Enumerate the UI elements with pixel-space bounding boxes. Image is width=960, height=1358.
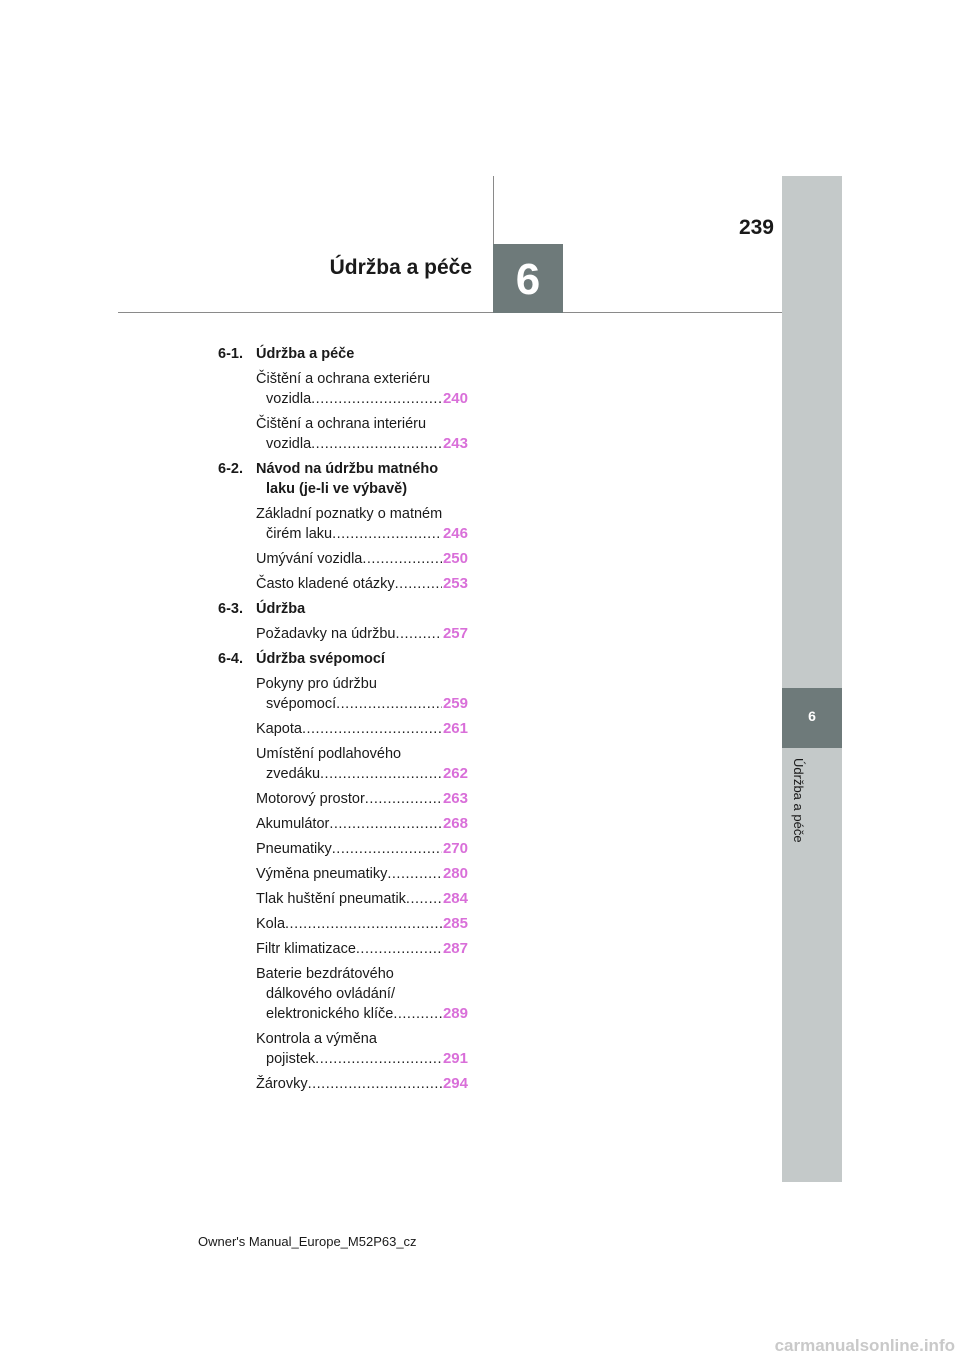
toc-leader-dots (365, 789, 442, 809)
toc-entry[interactable] (218, 939, 468, 959)
toc-entry[interactable] (218, 864, 468, 884)
toc-entry-text: Filtr klimatizace (256, 941, 356, 957)
toc-page-link[interactable]: 284 (442, 890, 468, 907)
toc-entry-last-line (256, 549, 468, 569)
header-vertical-divider (493, 176, 494, 246)
page-number: 239 (738, 216, 774, 239)
toc-section-heading (218, 649, 468, 669)
toc-entry-text-line: dálkového ovládání/ (266, 986, 395, 1002)
toc-entry-last-line (256, 814, 468, 834)
toc-page-link[interactable]: 259 (442, 695, 468, 712)
toc-page-link[interactable]: 250 (442, 550, 468, 567)
toc-leader-dots (320, 764, 442, 784)
toc-leader-dots (332, 839, 442, 859)
toc-entry[interactable] (218, 574, 468, 594)
toc-section (218, 649, 468, 1094)
toc-entry[interactable] (218, 914, 468, 934)
toc-entry-last-line (256, 789, 468, 809)
toc-entry-last-line (256, 889, 468, 909)
side-chapter-title: Údržba a péče (791, 758, 806, 843)
side-chapter-number: 6 (808, 708, 816, 724)
toc-entry-text: Kola (256, 916, 286, 932)
toc-page-link[interactable]: 261 (442, 720, 468, 737)
toc-section (218, 459, 468, 594)
toc-entry-last-line (256, 939, 468, 959)
toc-entry-text: elektronického klíče (266, 1006, 394, 1022)
toc-entry[interactable] (218, 964, 468, 1024)
toc-entry-text: vozidla (266, 436, 312, 452)
toc-entry-last-line (256, 524, 468, 544)
toc-entry[interactable] (218, 814, 468, 834)
toc-page-link[interactable]: 257 (442, 625, 468, 642)
toc-leader-dots (308, 1074, 442, 1094)
toc-entry-text-line: Umístění podlahového (256, 746, 402, 762)
header-horizontal-divider (118, 312, 782, 313)
toc-leader-dots (285, 914, 442, 934)
toc-entry-last-line (256, 1074, 468, 1094)
chapter-number: 6 (515, 255, 541, 304)
toc-leader-dots (395, 574, 442, 594)
toc-page-link[interactable]: 268 (442, 815, 468, 832)
chapter-title: Údržba a péče (329, 256, 472, 279)
toc-entry[interactable] (218, 674, 468, 714)
toc-entry-text-line: Baterie bezdrátového (256, 966, 394, 982)
toc-entry-last-line (256, 719, 468, 739)
toc-entry-text: Kapota (256, 721, 302, 737)
toc-entry-text: Pneumatiky (256, 841, 332, 857)
toc-entry-last-line (256, 914, 468, 934)
toc-entry-last-line (256, 764, 468, 784)
toc-entry-text: vozidla (266, 391, 312, 407)
toc-leader-dots (302, 719, 442, 739)
toc-entry-text: Často kladené otázky (256, 576, 395, 592)
toc-leader-dots (332, 524, 442, 544)
toc-entry-text: svépomocí (266, 696, 337, 712)
toc-entry[interactable] (218, 839, 468, 859)
toc-section-title (256, 344, 468, 364)
toc-leader-dots (406, 889, 442, 909)
toc-leader-dots (329, 814, 442, 834)
toc-entry[interactable] (218, 789, 468, 809)
toc-section-title-line: Údržba svépomocí (256, 651, 385, 667)
toc-page-link[interactable]: 287 (442, 940, 468, 957)
toc-leader-dots (311, 389, 442, 409)
toc-entry[interactable] (218, 1029, 468, 1069)
toc-entry-text: Motorový prostor (256, 791, 365, 807)
toc-section-number: 6-1. (218, 346, 243, 362)
toc-section-title-line: Údržba (256, 601, 306, 617)
toc-entry-last-line (256, 434, 468, 454)
toc-page-link[interactable]: 253 (442, 575, 468, 592)
toc-entry[interactable] (218, 624, 468, 644)
toc-entry-last-line (256, 694, 468, 714)
toc-leader-dots (315, 1049, 442, 1069)
toc-section-title (256, 599, 468, 619)
toc-page-link[interactable]: 270 (442, 840, 468, 857)
toc-leader-dots (395, 624, 442, 644)
toc-entry-text-line: Čištění a ochrana exteriéru (256, 371, 431, 387)
table-of-contents (218, 344, 468, 1099)
toc-entry-text: Akumulátor (256, 816, 330, 832)
toc-section-number: 6-2. (218, 461, 243, 477)
toc-page-link[interactable]: 240 (442, 390, 468, 407)
toc-entry-text: pojistek (266, 1051, 316, 1067)
toc-section-number: 6-4. (218, 651, 243, 667)
toc-leader-dots (311, 434, 442, 454)
toc-entry-text: Tlak huštění pneumatik (256, 891, 406, 907)
side-tab-strip (782, 176, 842, 1182)
toc-entry-last-line (256, 839, 468, 859)
toc-entry-last-line (256, 389, 468, 409)
toc-entry[interactable] (218, 719, 468, 739)
toc-section (218, 344, 468, 454)
toc-leader-dots (393, 1004, 442, 1024)
toc-section-heading (218, 599, 468, 619)
toc-leader-dots (356, 939, 442, 959)
toc-page-link[interactable]: 262 (442, 765, 468, 782)
toc-section-title-line: Návod na údržbu matného (256, 461, 439, 477)
toc-entry-last-line (256, 1004, 468, 1024)
toc-page-link[interactable]: 243 (442, 435, 468, 452)
toc-page-link[interactable]: 285 (442, 915, 468, 932)
toc-section-title (256, 459, 468, 499)
toc-section-title (256, 649, 468, 669)
toc-entry-last-line (256, 574, 468, 594)
toc-entry-text: Požadavky na údržbu (256, 626, 396, 642)
toc-page-link[interactable]: 246 (442, 525, 468, 542)
toc-entry[interactable] (218, 889, 468, 909)
toc-entry[interactable] (218, 369, 468, 409)
toc-section-heading (218, 459, 468, 499)
toc-entry-text: Umývání vozidla (256, 551, 363, 567)
toc-entry-text: Žárovky (256, 1076, 308, 1092)
toc-page-link[interactable]: 280 (442, 865, 468, 882)
toc-section-title-line: laku (je-li ve výbavě) (266, 481, 408, 497)
toc-page-link[interactable]: 289 (442, 1005, 468, 1022)
toc-section-heading (218, 344, 468, 364)
toc-entry-text-line: Pokyny pro údržbu (256, 676, 377, 692)
toc-entry-text: Výměna pneumatiky (256, 866, 388, 882)
toc-entry[interactable] (218, 504, 468, 544)
toc-entry[interactable] (218, 549, 468, 569)
toc-entry-last-line (256, 624, 468, 644)
toc-entry[interactable] (218, 414, 468, 454)
toc-entry-text-line: Kontrola a výměna (256, 1031, 377, 1047)
toc-page-link[interactable]: 263 (442, 790, 468, 807)
toc-page-link[interactable]: 291 (442, 1050, 468, 1067)
toc-section-number: 6-3. (218, 601, 243, 617)
toc-entry-text: zvedáku (266, 766, 321, 782)
toc-section (218, 599, 468, 644)
toc-entry-last-line (256, 864, 468, 884)
toc-page-link[interactable]: 294 (442, 1075, 468, 1092)
toc-leader-dots (362, 549, 442, 569)
toc-section-title-line: Údržba a péče (256, 346, 355, 362)
toc-entry-text: čirém laku (266, 526, 333, 542)
footer-manual-id: Owner's Manual_Europe_M52P63_cz (198, 1234, 417, 1249)
toc-entry-text-line: Základní poznatky o matném (256, 506, 443, 522)
toc-leader-dots (336, 694, 442, 714)
toc-entry[interactable] (218, 744, 468, 784)
watermark: carmanualsonline.info (774, 1336, 955, 1355)
toc-leader-dots (387, 864, 442, 884)
toc-entry[interactable] (218, 1074, 468, 1094)
toc-entry-text-line: Čištění a ochrana interiéru (256, 416, 427, 432)
toc-entry-last-line (256, 1049, 468, 1069)
